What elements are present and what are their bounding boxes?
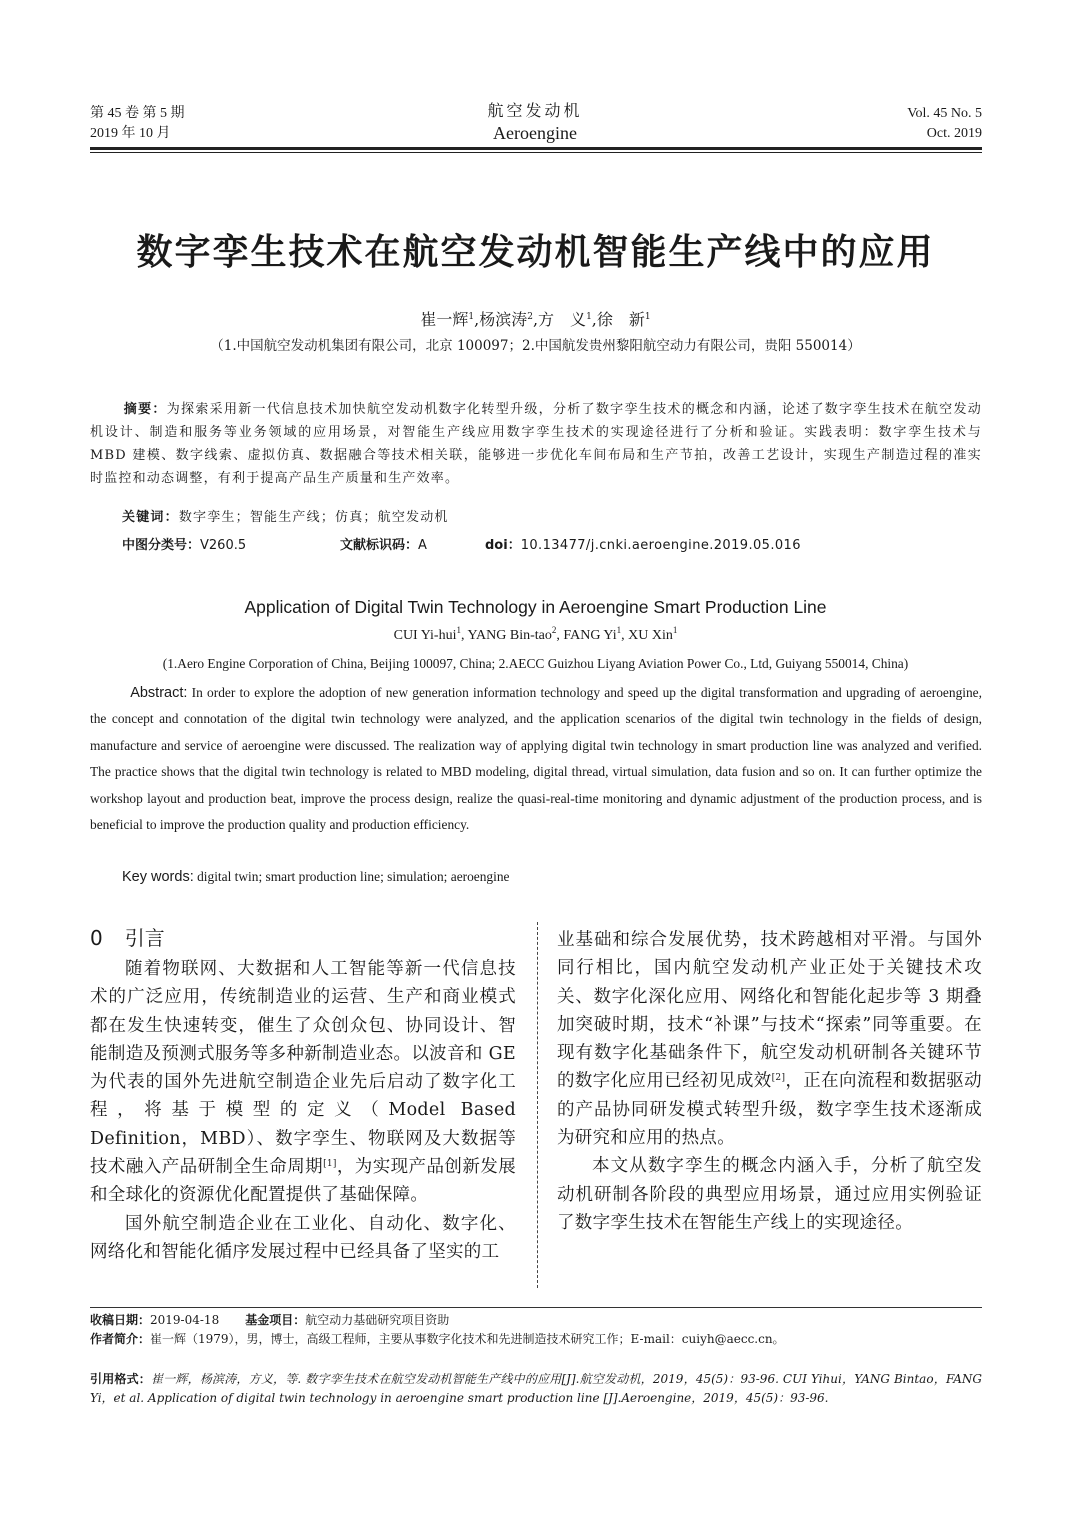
clc-number: V260.5 (200, 538, 247, 553)
body-left-column (90, 955, 516, 1266)
classification-row: 中图分类号：V260.5 文献标识码：A doi：10.13477/j.cnki.aeroengine.2019.05.016 (122, 538, 801, 553)
paper-title-cn: 数字孪生技术在航空发动机智能生产线中的应用 (136, 231, 935, 273)
journal-issue-en (907, 104, 982, 144)
reference-marker[interactable]: [1] (323, 1159, 337, 1170)
keywords-en (122, 866, 509, 888)
author-name: 方 义 (538, 310, 587, 329)
fund-project: 航空动力基础研究项目资助 (305, 1313, 450, 1327)
author-name: 徐 新 (596, 310, 645, 329)
body-paragraph: 本文从数字孪生的概念内涵入手，分析了航空发动机研制各阶段的典型应用场景，通过应用实例验证了数字孪生技术在智能生产线上的实现途径。 (557, 1156, 982, 1233)
author-name: 杨滨涛 (479, 310, 528, 329)
abstract-text-en: In order to explore the adoption of new generation information technology and speed up the digital transformation and upgrading of aeroengine, the concept and connotation of the digital twin technology were analyzed, and the application scenarios of the digital twin technology in the fields of design, manufacture and service of aeroengine were discussed. The realization way of applying digital twin technology in smart production line was analyzed and verified. The practice shows that the digital twin technology is related to MBD modeling, digital thread, virtual simulation, data fusion and so on. It can further optimize the workshop layout and production beat, improve the process design, realize the quasi-real-time monitoring and dynamic adjustment of the production process, and is beneficial to improve the production quality and production efficiency. (90, 685, 982, 833)
body-paragraph: 业基础和综合发展优势，技术跨越相对平滑。与国外同行相比，国内航空发动机产业正处于关键技术攻关、数字化深化应用、网络化和智能化起步等 3 期叠加突破时期，技术“补课”与技术“探索”同等重要。在现有数字化基础条件下，航空发动机研制各关键环节的数字化应用已经初见成效[2]，正在向流程和数据驱动的产品协同研发模式转型升级，数字孪生技术逐渐成为研究和应用的热点。 (557, 930, 982, 1149)
keywords-cn (122, 508, 449, 528)
citation-label: 引用格式： (90, 1372, 152, 1386)
authors-en: CUI Yi-hui$^1$, YANG Bin-tao$^2$, FANG Yi$^1$, XU Xin$^1$ (393, 625, 678, 643)
section-number: 0 (90, 926, 103, 950)
journal-name (435, 100, 635, 144)
journal-volume: 第 45 卷 第 5 期 (90, 106, 185, 121)
body-right-column (557, 926, 982, 1237)
affiliation-en: (1.Aero Engine Corporation of China, Beijing 100097, China; 2.AECC Guizhou Liyang Aviation Power Co., Ltd, Guiyang 550014, China) (162, 656, 909, 671)
header-rule-thick (90, 147, 982, 150)
author-bio: 崔一辉（1979），男，博士，高级工程师，主要从事数字化技术和先进制造技术研究工作；E-mail：cuiyh@aecc.cn。 (150, 1332, 785, 1346)
header-rule-thin (90, 152, 982, 153)
footnote-received: 收稿日期：2019-04-18 基金项目：航空动力基础研究项目资助 (90, 1313, 450, 1327)
section-title: 引言 (124, 926, 165, 950)
journal-date: 2019 年 10 月 (90, 126, 171, 141)
abstract-cn (90, 398, 982, 490)
document-code: A (418, 538, 427, 553)
keywords-label-en: Key words: (122, 869, 194, 885)
citation-text: 崔一辉，杨滨涛，方义，等. 数字孪生技术在航空发动机智能生产线中的应用[J].航空发动机，2019，45(5)：93-96. CUI Yihui，YANG Bintao，FANG Yi，et al. Application of digital twin technology in aeroengine smart production line [J].Aeroengine，2019，45(5)：93-96. (90, 1372, 982, 1405)
journal-name-en: Aeroengine (493, 123, 577, 143)
abstract-text-cn: 为探索采用新一代信息技术加快航空发动机数字化转型升级，分析了数字孪生技术的概念和内涵，论述了数字孪生技术在航空发动机设计、制造和服务等业务领域的应用场景，对智能生产线应用数字孪生技术的实现途径进行了分析和验证。实践表明：数字孪生技术与 MBD 建模、数字线索、虚拟仿真、数据融合等技术相关联，能够进一步优化车间布局和生产节拍，改善工艺设计，实现生产制造过程的准实时监控和动态调整，有利于提高产品生产质量和生产效率。 (90, 402, 982, 486)
journal-name-cn: 航空发动机 (487, 101, 583, 120)
abstract-label-cn: 摘要： (123, 402, 167, 417)
abstract-en (90, 680, 982, 838)
paper-title-en: Application of Digital Twin Technology in Aeroengine Smart Production Line (244, 597, 827, 617)
footnote-author: 作者简介：崔一辉（1979），男，博士，高级工程师，主要从事数字化技术和先进制造技术研究工作；E-mail：cuiyh@aecc.cn。 (90, 1332, 785, 1346)
keywords-label-cn: 关键词： (122, 510, 179, 525)
author-name: 崔一辉 (420, 310, 469, 329)
affiliation-cn: （1.中国航空发动机集团有限公司，北京 100097；2.中国航发贵州黎阳航空动力有限公司，贵阳 550014） (210, 338, 861, 354)
section-heading (90, 924, 165, 952)
reference-marker[interactable]: [2] (771, 1073, 786, 1084)
journal-volume-en: Vol. 45 No. 5 (907, 106, 982, 121)
footnote-rule (90, 1307, 982, 1308)
body-paragraph: 随着物联网、大数据和人工智能等新一代信息技术的广泛应用，传统制造业的运营、生产和商业模式都在发生快速转变，催生了众创众包、协同设计、智能制造及预测式服务等多种新制造业态。以波音和 GE 为代表的国外先进航空制造企业先后启动了数字化工程，将基于模型的定义（Model Based Definition，MBD）、数字孪生、物联网及大数据等技术融入产品研制全生命周期[1]，为实现产品创新发展和全球化的资源优化配置提供了基础保障。 (90, 959, 516, 1206)
keywords-text-en: digital twin; smart production line; simulation; aeroengine (197, 869, 510, 884)
authors-cn: 崔一辉$^1$,杨滨涛$^2$,方 义$^1$,徐 新$^1$ (420, 310, 651, 329)
body-paragraph: 国外航空制造企业在工业化、自动化、数字化、网络化和智能化循序发展过程中已经具备了坚实的工 (90, 1213, 516, 1262)
keywords-text-cn: 数字孪生；智能生产线；仿真；航空发动机 (178, 510, 449, 525)
abstract-label-en: Abstract: (130, 685, 188, 701)
column-divider (537, 922, 538, 1288)
doi-link[interactable]: 10.13477/j.cnki.aeroengine.2019.05.016 (520, 538, 801, 553)
journal-issue (90, 104, 185, 144)
citation-format (90, 1370, 982, 1408)
journal-date-en: Oct. 2019 (926, 126, 982, 141)
received-date: 2019-04-18 (150, 1313, 220, 1327)
